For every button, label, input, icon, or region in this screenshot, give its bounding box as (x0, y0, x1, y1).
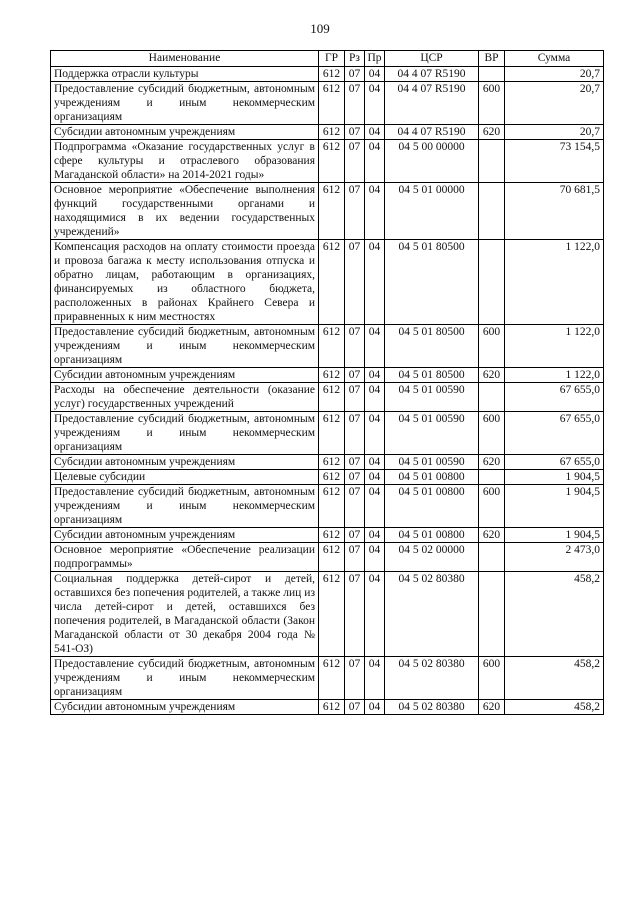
row-name: Подпрограмма «Оказание государственных услуг в сфере культуры и отраслевого образования Магаданской области» на 2014-2021 годы» (51, 140, 319, 183)
table-row (51, 470, 604, 485)
row-gr: 612 (319, 67, 345, 82)
row-sum: 73 154,5 (505, 140, 604, 183)
row-pr: 04 (365, 325, 385, 368)
row-name: Социальная поддержка детей-сирот и детей, оставшихся без попечения родителей, а также лиц из числа детей-сирот и детей, оставшихся без попечения родителей, в Магаданской области (Закон Магаданской области от 30 декабря 2004 года № 541-ОЗ) (51, 572, 319, 657)
row-rz: 07 (345, 140, 365, 183)
row-name: Субсидии автономным учреждениям (51, 368, 319, 383)
row-csr: 04 4 07 R5190 (385, 67, 479, 82)
budget-table (50, 50, 604, 715)
row-rz: 07 (345, 485, 365, 528)
row-vr: 620 (479, 125, 505, 140)
row-gr: 612 (319, 700, 345, 715)
row-vr (479, 140, 505, 183)
row-gr: 612 (319, 383, 345, 412)
row-name: Основное мероприятие «Обеспечение выполнения функций государственными органами и находящимися в их ведении государственных учреждений» (51, 183, 319, 240)
table-row (51, 485, 604, 528)
row-pr: 04 (365, 82, 385, 125)
row-csr: 04 5 01 00590 (385, 455, 479, 470)
row-gr: 612 (319, 543, 345, 572)
row-csr: 04 5 01 00800 (385, 485, 479, 528)
row-csr: 04 5 02 80380 (385, 700, 479, 715)
row-name: Предоставление субсидий бюджетным, автономным учреждениям и иным некоммерческим организациям (51, 485, 319, 528)
row-csr: 04 5 01 80500 (385, 240, 479, 325)
row-name: Расходы на обеспечение деятельности (оказание услуг) государственных учреждений (51, 383, 319, 412)
row-vr: 600 (479, 485, 505, 528)
row-vr (479, 240, 505, 325)
row-name: Основное мероприятие «Обеспечение реализации подпрограммы» (51, 543, 319, 572)
row-pr: 04 (365, 240, 385, 325)
row-sum: 67 655,0 (505, 383, 604, 412)
row-vr: 620 (479, 368, 505, 383)
row-csr: 04 5 01 80500 (385, 368, 479, 383)
row-name: Субсидии автономным учреждениям (51, 700, 319, 715)
row-vr: 600 (479, 82, 505, 125)
row-sum: 1 904,5 (505, 528, 604, 543)
row-sum: 20,7 (505, 82, 604, 125)
row-sum: 1 122,0 (505, 368, 604, 383)
row-pr: 04 (365, 368, 385, 383)
row-csr: 04 5 02 80380 (385, 572, 479, 657)
row-gr: 612 (319, 368, 345, 383)
row-rz: 07 (345, 368, 365, 383)
row-rz: 07 (345, 528, 365, 543)
row-gr: 612 (319, 572, 345, 657)
table-row (51, 383, 604, 412)
row-pr: 04 (365, 543, 385, 572)
table-row (51, 67, 604, 82)
row-pr: 04 (365, 140, 385, 183)
table-row (51, 455, 604, 470)
row-name: Субсидии автономным учреждениям (51, 528, 319, 543)
row-gr: 612 (319, 528, 345, 543)
row-vr: 620 (479, 700, 505, 715)
row-pr: 04 (365, 67, 385, 82)
row-rz: 07 (345, 67, 365, 82)
header-csr: ЦСР (385, 51, 479, 67)
row-csr: 04 4 07 R5190 (385, 82, 479, 125)
row-name: Целевые субсидии (51, 470, 319, 485)
row-vr: 600 (479, 412, 505, 455)
table-row (51, 183, 604, 240)
row-name: Субсидии автономным учреждениям (51, 455, 319, 470)
row-vr: 600 (479, 325, 505, 368)
row-csr: 04 4 07 R5190 (385, 125, 479, 140)
row-sum: 67 655,0 (505, 455, 604, 470)
row-csr: 04 5 01 80500 (385, 325, 479, 368)
page-number: 109 (310, 21, 330, 36)
row-sum: 20,7 (505, 67, 604, 82)
row-rz: 07 (345, 470, 365, 485)
row-name: Поддержка отрасли культуры (51, 67, 319, 82)
row-pr: 04 (365, 485, 385, 528)
row-rz: 07 (345, 412, 365, 455)
row-csr: 04 5 02 00000 (385, 543, 479, 572)
row-sum: 458,2 (505, 572, 604, 657)
row-csr: 04 5 01 00800 (385, 528, 479, 543)
row-vr (479, 572, 505, 657)
row-name: Предоставление субсидий бюджетным, автономным учреждениям и иным некоммерческим организациям (51, 82, 319, 125)
row-pr: 04 (365, 700, 385, 715)
row-vr (479, 383, 505, 412)
row-sum: 1 904,5 (505, 485, 604, 528)
row-csr: 04 5 01 00800 (385, 470, 479, 485)
row-gr: 612 (319, 140, 345, 183)
row-rz: 07 (345, 455, 365, 470)
row-vr (479, 470, 505, 485)
row-pr: 04 (365, 383, 385, 412)
row-sum: 1 904,5 (505, 470, 604, 485)
row-gr: 612 (319, 657, 345, 700)
row-gr: 612 (319, 412, 345, 455)
row-rz: 07 (345, 183, 365, 240)
header-vr: ВР (479, 51, 505, 67)
row-sum: 1 122,0 (505, 325, 604, 368)
row-sum: 458,2 (505, 657, 604, 700)
header-gr: ГР (319, 51, 345, 67)
table-row (51, 572, 604, 657)
row-rz: 07 (345, 543, 365, 572)
row-pr: 04 (365, 572, 385, 657)
table-row (51, 528, 604, 543)
row-rz: 07 (345, 383, 365, 412)
row-name: Предоставление субсидий бюджетным, автономным учреждениям и иным некоммерческим организациям (51, 325, 319, 368)
row-gr: 612 (319, 82, 345, 125)
row-gr: 612 (319, 240, 345, 325)
row-sum: 1 122,0 (505, 240, 604, 325)
row-pr: 04 (365, 183, 385, 240)
table-row (51, 412, 604, 455)
row-csr: 04 5 01 00000 (385, 183, 479, 240)
row-name: Компенсация расходов на оплату стоимости проезда и провоза багажа к месту использования отпуска и обратно лицам, работающим в организациях, финансируемых из областного бюджета, расположенных в районах Крайнего Севера и приравненных к ним местностях (51, 240, 319, 325)
row-vr: 620 (479, 528, 505, 543)
row-rz: 07 (345, 657, 365, 700)
row-csr: 04 5 00 00000 (385, 140, 479, 183)
table-row (51, 368, 604, 383)
row-csr: 04 5 01 00590 (385, 383, 479, 412)
row-vr (479, 67, 505, 82)
row-gr: 612 (319, 470, 345, 485)
table-row (51, 82, 604, 125)
row-pr: 04 (365, 528, 385, 543)
row-vr: 600 (479, 657, 505, 700)
row-gr: 612 (319, 125, 345, 140)
row-gr: 612 (319, 455, 345, 470)
table-row (51, 325, 604, 368)
row-rz: 07 (345, 700, 365, 715)
row-sum: 20,7 (505, 125, 604, 140)
row-sum: 458,2 (505, 700, 604, 715)
table-row (51, 700, 604, 715)
table-row (51, 543, 604, 572)
row-pr: 04 (365, 412, 385, 455)
row-csr: 04 5 02 80380 (385, 657, 479, 700)
row-rz: 07 (345, 125, 365, 140)
row-sum: 67 655,0 (505, 412, 604, 455)
table-row (51, 125, 604, 140)
row-pr: 04 (365, 657, 385, 700)
row-pr: 04 (365, 470, 385, 485)
row-rz: 07 (345, 82, 365, 125)
row-pr: 04 (365, 125, 385, 140)
row-sum: 70 681,5 (505, 183, 604, 240)
table-row (51, 240, 604, 325)
header-sum: Сумма (505, 51, 604, 67)
row-name: Предоставление субсидий бюджетным, автономным учреждениям и иным некоммерческим организациям (51, 657, 319, 700)
table-row (51, 657, 604, 700)
row-vr: 620 (479, 455, 505, 470)
row-gr: 612 (319, 183, 345, 240)
header-name: Наименование (51, 51, 319, 67)
row-vr (479, 183, 505, 240)
row-csr: 04 5 01 00590 (385, 412, 479, 455)
row-rz: 07 (345, 325, 365, 368)
row-rz: 07 (345, 572, 365, 657)
row-vr (479, 543, 505, 572)
row-name: Предоставление субсидий бюджетным, автономным учреждениям и иным некоммерческим организациям (51, 412, 319, 455)
table-body (51, 67, 604, 715)
header-pr: Пр (365, 51, 385, 67)
row-pr: 04 (365, 455, 385, 470)
table-header-row (51, 51, 604, 67)
header-rz: Рз (345, 51, 365, 67)
row-sum: 2 473,0 (505, 543, 604, 572)
row-name: Субсидии автономным учреждениям (51, 125, 319, 140)
row-rz: 07 (345, 240, 365, 325)
table-row (51, 140, 604, 183)
row-gr: 612 (319, 325, 345, 368)
row-gr: 612 (319, 485, 345, 528)
